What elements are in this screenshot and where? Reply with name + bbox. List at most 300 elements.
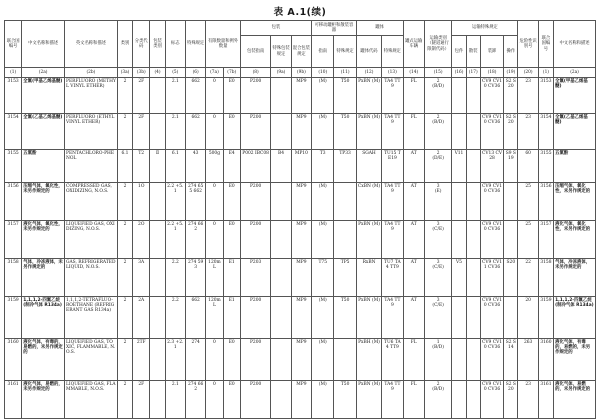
table-row: [5, 221, 596, 259]
header-cn2: 中文名称和描述: [554, 21, 596, 68]
pack-inst-cell: P200: [240, 339, 271, 381]
label-cell: 2.1: [165, 114, 185, 150]
table-row: [5, 381, 596, 419]
tank-sp-cell: T50: [334, 114, 356, 150]
transport-category: 2: [436, 79, 440, 84]
code-cell: 2F: [133, 78, 150, 114]
transport-category: 2: [436, 115, 440, 120]
header-ts-load: 装卸: [480, 36, 503, 68]
header-label: 标志: [165, 21, 185, 68]
pack-sp-cell: [271, 381, 291, 419]
sp-cell: 274: [185, 339, 205, 381]
code-cell: 2O: [133, 221, 150, 259]
index-cell: (7b): [223, 68, 240, 78]
ts-package-cell: [452, 78, 466, 114]
vehicle-cell: FL: [403, 78, 424, 114]
pack-sp-cell: [271, 297, 291, 339]
class-cell: 2: [117, 221, 132, 259]
tank-sp-cell: TP5: [334, 259, 356, 297]
en-name-cell: PERFLUORO (ETHYL VINYL ETHER): [64, 114, 117, 150]
vehicle-cell: FL: [403, 339, 424, 381]
ts-load-cell: CV9 CV10 CV36: [480, 78, 503, 114]
un2-cell: 3159: [538, 297, 553, 339]
header-ts-bulk: 散装: [466, 36, 480, 68]
index-cell: (4): [150, 68, 165, 78]
index-cell: (3a): [117, 68, 132, 78]
tank-code-cell: PxBN (M): [356, 297, 381, 339]
ts-bulk-cell: [466, 339, 480, 381]
pg-cell: [150, 78, 165, 114]
header-en-name: 英文名称和描述: [64, 21, 117, 68]
hazard-id-cell: 23: [518, 78, 538, 114]
limited-qty-cell: 0: [206, 78, 223, 114]
tank-inst-cell: T3: [312, 150, 334, 183]
transport-cat-cell: [424, 259, 451, 297]
cn2-cell: 1,1,1,2-四氟乙烷(制冷气体 R134a): [554, 297, 596, 339]
tunnel-code: (B/D): [432, 387, 444, 393]
sp-cell: 662: [185, 114, 205, 150]
un2-cell: 3157: [538, 221, 553, 259]
index-cell: (11): [334, 68, 356, 78]
ts-package-cell: [452, 339, 466, 381]
table-row: [5, 339, 596, 381]
index-cell: (1): [5, 68, 22, 78]
tank-spec-cell: TA4 TT9: [382, 221, 403, 259]
un-cell: 3153: [5, 78, 22, 114]
code-cell: 2F: [133, 114, 150, 150]
transport-cat-cell: [424, 114, 451, 150]
ts-package-cell: [452, 221, 466, 259]
mixed-cell: MP9: [291, 259, 311, 297]
transport-cat-cell: [424, 150, 451, 183]
tank-sp-cell: T50: [334, 381, 356, 419]
index-cell: (2a): [554, 68, 596, 78]
cn2-cell: 全氟(乙基乙烯基醚): [554, 114, 596, 150]
class-cell: 2: [117, 339, 132, 381]
excepted-qty-cell: E0: [223, 114, 240, 150]
tank-spec-cell: TA4 TT9: [382, 78, 403, 114]
pack-sp-cell: [271, 259, 291, 297]
limited-qty-cell: 120mL: [206, 297, 223, 339]
cn-name-cell: 液化气体，易燃的，未另作规定的: [22, 381, 65, 419]
pg-cell: [150, 297, 165, 339]
cn2-cell: 液化气体，有毒的，易燃的，未另作规定的: [554, 339, 596, 381]
tunnel-code: (C/E): [432, 227, 444, 233]
hazard-id-cell: 25: [518, 183, 538, 221]
en-name-cell: PERFLUORO (METHYL VINYL ETHER): [64, 78, 117, 114]
ts-bulk-cell: [466, 221, 480, 259]
un2-cell: 3160: [538, 339, 553, 381]
excepted-qty-cell: E0: [223, 339, 240, 381]
code-cell: 1O: [133, 183, 150, 221]
mixed-cell: MP9: [291, 297, 311, 339]
tank-code-cell: RxBN: [356, 259, 381, 297]
un2-cell: 3154: [538, 114, 553, 150]
un-cell: 3154: [5, 114, 22, 150]
vehicle-cell: AT: [403, 297, 424, 339]
table-row: [5, 150, 596, 183]
cn-name-cell: 全氟(乙基乙烯基醚): [22, 114, 65, 150]
en-name-cell: 1,1,1,2-TETRAFLUO-ROETHANE (REFRIGERANT GAS R134a): [64, 297, 117, 339]
tank-inst-cell: (M): [312, 297, 334, 339]
sp-cell: 274 662: [185, 381, 205, 419]
header-tank-code: 罐体代码: [356, 36, 381, 68]
header-limited: 有限数量和例外数量: [206, 21, 241, 68]
excepted-qty-cell: E4: [223, 150, 240, 183]
header-pack-inst: 包装指南: [240, 36, 271, 68]
en-name-cell: LIQUEFIED GAS, TOXIC, FLAMMABLE, N.O.S.: [64, 339, 117, 381]
dangerous-goods-table: [4, 20, 596, 419]
ts-op-cell: [504, 183, 518, 221]
tank-inst-cell: (M): [312, 78, 334, 114]
index-cell: (7a): [206, 68, 223, 78]
cn-name-cell: 1,1,1,2-四氟乙烷(制冷气体 R134a): [22, 297, 65, 339]
index-cell: (8): [240, 68, 271, 78]
hazard-id-cell: 23: [518, 114, 538, 150]
header-vehicle: 罐式运输车辆: [403, 21, 424, 68]
cn2-cell: 液化气体，易燃的，未另作规定的: [554, 381, 596, 419]
un2-cell: 3156: [538, 183, 553, 221]
un2-cell: 3158: [538, 259, 553, 297]
class-cell: 2: [117, 259, 132, 297]
un-cell: 3159: [5, 297, 22, 339]
un-cell: 3156: [5, 183, 22, 221]
hazard-id-cell: 23: [518, 381, 538, 419]
index-cell: (2a): [22, 68, 65, 78]
pg-cell: [150, 339, 165, 381]
class-cell: 6.1: [117, 150, 132, 183]
excepted-qty-cell: E1: [223, 297, 240, 339]
mixed-cell: MP9: [291, 78, 311, 114]
cn2-cell: 液化气体，氧化性，未另作规定的: [554, 221, 596, 259]
sp-cell: 662: [185, 297, 205, 339]
pack-sp-cell: [271, 78, 291, 114]
header-sp: 特殊规定: [185, 21, 205, 68]
ts-bulk-cell: [466, 114, 480, 150]
pg-cell: [150, 381, 165, 419]
ts-bulk-cell: [466, 381, 480, 419]
ts-load-cell: CV9 CV10 CV36: [480, 221, 503, 259]
code-cell: 2F: [133, 381, 150, 419]
ts-package-cell: [452, 381, 466, 419]
header-tank-group: 可移动罐柜和散装容器: [312, 21, 357, 36]
header-tanks: 罐体: [356, 21, 403, 36]
index-cell: (14): [403, 68, 424, 78]
header-class: 类别: [117, 21, 132, 68]
transport-category: 1: [436, 340, 440, 345]
tank-sp-cell: [334, 339, 356, 381]
cn-name-cell: 压缩气体，氧化性，未另作规定的: [22, 183, 65, 221]
pack-sp-cell: [271, 183, 291, 221]
tank-spec-cell: TU7 TA4 TT9: [382, 259, 403, 297]
pack-sp-cell: [271, 339, 291, 381]
cn2-cell: 全氟(甲基乙烯基醚): [554, 78, 596, 114]
ts-bulk-cell: [466, 150, 480, 183]
index-cell: (18): [480, 68, 503, 78]
tank-code-cell: CxBN (M): [356, 183, 381, 221]
index-cell: (5): [165, 68, 185, 78]
pg-cell: [150, 183, 165, 221]
cn-name-cell: 液化气体，氧化性，未另作规定的: [22, 221, 65, 259]
sp-cell: 274 662: [185, 221, 205, 259]
tunnel-code: (C/E): [432, 265, 444, 271]
en-name-cell: LIQUEFIED GAS, OXIDIZING, N.O.S.: [64, 221, 117, 259]
code-cell: 3A: [133, 259, 150, 297]
code-cell: 2TF: [133, 339, 150, 381]
tank-inst-cell: (M): [312, 183, 334, 221]
pg-cell: [150, 114, 165, 150]
header-pack-sp: 特殊包装规定: [271, 36, 291, 68]
hazard-id-cell: 263: [518, 339, 538, 381]
ts-load-cell: CV9 CV10 CV36: [480, 297, 503, 339]
class-cell: 2: [117, 381, 132, 419]
limited-qty-cell: 0: [206, 183, 223, 221]
column-index-row: [5, 68, 596, 78]
index-cell: (1): [538, 68, 553, 78]
cn-name-cell: 五氯酚: [22, 150, 65, 183]
cn-name-cell: 液化气体，有毒的，易燃的，未另作规定的: [22, 339, 65, 381]
un-cell: 3157: [5, 221, 22, 259]
header-code: 分类代码: [133, 21, 150, 68]
cn-name-cell: 全氟(甲基乙烯基醚): [22, 78, 65, 114]
transport-category: 3: [436, 260, 440, 265]
index-cell: (9a): [271, 68, 291, 78]
ts-load-cell: CV9 CV10 CV36: [480, 381, 503, 419]
transport-cat-cell: [424, 78, 451, 114]
header-cn-name: 中文名称和描述: [22, 21, 65, 68]
tank-inst-cell: T75: [312, 259, 334, 297]
pack-inst-cell: P200: [240, 381, 271, 419]
un2-cell: 3155: [538, 150, 553, 183]
tank-code-cell: SGAH: [356, 150, 381, 183]
un-cell: 3161: [5, 381, 22, 419]
header-tank-inst: 指南: [312, 36, 334, 68]
mixed-cell: MP9: [291, 114, 311, 150]
vehicle-cell: FL: [403, 381, 424, 419]
ts-package-cell: V5: [452, 259, 466, 297]
class-cell: 2: [117, 78, 132, 114]
tank-code-cell: PxBN (M): [356, 221, 381, 259]
en-name-cell: LIQUEFIED GAS, FLAMMABLE, N.O.S.: [64, 381, 117, 419]
transport-category: 2: [436, 151, 440, 156]
mixed-cell: MP9: [291, 183, 311, 221]
header-un2: 联合国编号: [538, 21, 553, 68]
sp-cell: 274 655 662: [185, 183, 205, 221]
index-cell: (6): [185, 68, 205, 78]
transport-cat-cell: [424, 221, 451, 259]
index-cell: (2b): [64, 68, 117, 78]
excepted-qty-cell: E1: [223, 259, 240, 297]
header-hazard-id: 危险性识别号: [518, 21, 538, 68]
ts-load-cell: CV13 CV28: [480, 150, 503, 183]
limited-qty-cell: 0: [206, 221, 223, 259]
tank-code-cell: PxBN (M): [356, 78, 381, 114]
ts-op-cell: S2 S20: [504, 78, 518, 114]
un2-cell: 3153: [538, 78, 553, 114]
hazard-id-cell: 25: [518, 221, 538, 259]
en-name-cell: PENTACHLORO-PHENOL: [64, 150, 117, 183]
pack-inst-cell: P200: [240, 114, 271, 150]
tank-code-cell: PxBN (M): [356, 381, 381, 419]
limited-qty-cell: 120mL: [206, 259, 223, 297]
index-cell: (15): [424, 68, 451, 78]
pack-inst-cell: P200: [240, 183, 271, 221]
ts-op-cell: [504, 297, 518, 339]
transport-cat-cell: [424, 381, 451, 419]
pack-inst-cell: P200: [240, 297, 271, 339]
tank-code-cell: PxBN (M): [356, 114, 381, 150]
excepted-qty-cell: E0: [223, 381, 240, 419]
header-tank-spec: 特殊规定: [382, 36, 403, 68]
transport-category: 3: [436, 184, 440, 189]
code-cell: T2: [133, 150, 150, 183]
en-name-cell: COMPRESSED GAS, OXIDIZING, N.O.S.: [64, 183, 117, 221]
code-cell: 2A: [133, 297, 150, 339]
excepted-qty-cell: E0: [223, 183, 240, 221]
header-mixed: 混合包装规定: [291, 36, 311, 68]
tank-inst-cell: (M): [312, 221, 334, 259]
cn2-cell: 五氯酚: [554, 150, 596, 183]
label-cell: 2.2 +5.1: [165, 221, 185, 259]
label-cell: 6.1: [165, 150, 185, 183]
tank-spec-cell: TU6 TA4 TT9: [382, 339, 403, 381]
ts-op-cell: S9 S19: [504, 150, 518, 183]
limited-qty-cell: 0: [206, 381, 223, 419]
tank-sp-cell: T50: [334, 78, 356, 114]
tank-spec-cell: TA4 TT9: [382, 183, 403, 221]
cn2-cell: 气体，冷冻液体，未另作规定的: [554, 259, 596, 297]
ts-package-cell: [452, 297, 466, 339]
pg-cell: [150, 221, 165, 259]
tank-spec-cell: TU15 TE19: [382, 150, 403, 183]
ts-op-cell: S2 S20: [504, 114, 518, 150]
excepted-qty-cell: E0: [223, 78, 240, 114]
ts-package-cell: [452, 114, 466, 150]
header-ts-op: 操作: [504, 36, 518, 68]
index-cell: (12): [356, 68, 381, 78]
hazard-id-cell: 22: [518, 259, 538, 297]
index-cell: (9b): [291, 68, 311, 78]
tank-code-cell: PxBH (M): [356, 339, 381, 381]
mixed-cell: MP9: [291, 221, 311, 259]
table-title: 表 A.1(续): [273, 7, 327, 18]
ts-bulk-cell: [466, 297, 480, 339]
class-cell: 2: [117, 114, 132, 150]
pg-cell: Ⅱ: [150, 150, 165, 183]
un-cell: 3160: [5, 339, 22, 381]
ts-load-cell: CV9 CV10 CV36: [480, 183, 503, 221]
mixed-cell: MP9: [291, 381, 311, 419]
tank-sp-cell: TP33: [334, 150, 356, 183]
transport-category: 3: [436, 222, 440, 227]
transport-category: 2: [436, 382, 440, 387]
index-cell: (20): [518, 68, 538, 78]
tunnel-code: (B/D): [432, 84, 444, 90]
ts-package-cell: V11: [452, 150, 466, 183]
tunnel-code: (B/D): [432, 120, 444, 126]
header-transport-sp: 运输特殊规定: [452, 21, 518, 36]
tunnel-code: (D/E): [432, 156, 444, 162]
limited-qty-cell: 0: [206, 114, 223, 150]
index-cell: (3b): [133, 68, 150, 78]
ts-op-cell: [504, 221, 518, 259]
hazard-id-cell: 60: [518, 150, 538, 183]
tank-sp-cell: [334, 221, 356, 259]
label-cell: 2.3 +2.1: [165, 339, 185, 381]
tank-spec-cell: TA4 TT9: [382, 114, 403, 150]
vehicle-cell: AT: [403, 183, 424, 221]
un-cell: 3158: [5, 259, 22, 297]
ts-load-cell: CV9 CV10 CV36: [480, 339, 503, 381]
ts-bulk-cell: [466, 78, 480, 114]
index-cell: (19): [504, 68, 518, 78]
ts-op-cell: S2 S20: [504, 381, 518, 419]
mixed-cell: MP10: [291, 150, 311, 183]
tunnel-code: (E): [434, 189, 442, 195]
sp-cell: 43: [185, 150, 205, 183]
vehicle-cell: AT: [403, 221, 424, 259]
header-pg: 包装类别: [150, 21, 165, 68]
pack-inst-cell: P200: [240, 78, 271, 114]
table-row: [5, 297, 596, 339]
tank-inst-cell: (M): [312, 381, 334, 419]
pack-sp-cell: B4: [271, 150, 291, 183]
vehicle-cell: AT: [403, 259, 424, 297]
transport-cat-cell: [424, 183, 451, 221]
cn-name-cell: 气体，冷冻液体，未另作规定的: [22, 259, 65, 297]
pack-sp-cell: [271, 114, 291, 150]
class-cell: 2: [117, 297, 132, 339]
tank-spec-cell: TA4 TT9: [382, 381, 403, 419]
pack-inst-cell: P203: [240, 259, 271, 297]
table-row: [5, 114, 596, 150]
label-cell: 2.2 +5.1: [165, 183, 185, 221]
un-cell: 3155: [5, 150, 22, 183]
ts-op-cell: S20: [504, 259, 518, 297]
sp-cell: 662: [185, 78, 205, 114]
cn2-cell: 压缩气体，氧化性，未另作规定的: [554, 183, 596, 221]
ts-package-cell: [452, 183, 466, 221]
vehicle-cell: FL: [403, 114, 424, 150]
vehicle-cell: AT: [403, 150, 424, 183]
table-row: [5, 259, 596, 297]
tunnel-code: (B/D): [432, 345, 444, 351]
index-cell: (13): [382, 68, 403, 78]
tank-inst-cell: (M): [312, 339, 334, 381]
hazard-id-cell: 20: [518, 297, 538, 339]
label-cell: 2.1: [165, 78, 185, 114]
tank-sp-cell: [334, 183, 356, 221]
ts-load-cell: CV9 CV11 CV36: [480, 259, 503, 297]
en-name-cell: GAS, REFRIGERATED LIQUID, N.O.S.: [64, 259, 117, 297]
table-row: [5, 78, 596, 114]
excepted-qty-cell: E0: [223, 221, 240, 259]
tank-spec-cell: TA4 TT9: [382, 297, 403, 339]
pack-inst-cell: P200: [240, 221, 271, 259]
class-cell: 2: [117, 183, 132, 221]
header-transport-cat: 运输类别（隧道通行限制代码）: [424, 21, 451, 68]
tank-inst-cell: (M): [312, 114, 334, 150]
transport-category: 3: [436, 298, 440, 303]
table-row: [5, 183, 596, 221]
pack-inst-cell: P002 IBC08: [240, 150, 271, 183]
header-un: 联合国编号: [5, 21, 22, 68]
index-cell: (17): [466, 68, 480, 78]
label-cell: 2.2: [165, 259, 185, 297]
un2-cell: 3161: [538, 381, 553, 419]
label-cell: 2.2: [165, 297, 185, 339]
index-cell: (16): [452, 68, 466, 78]
